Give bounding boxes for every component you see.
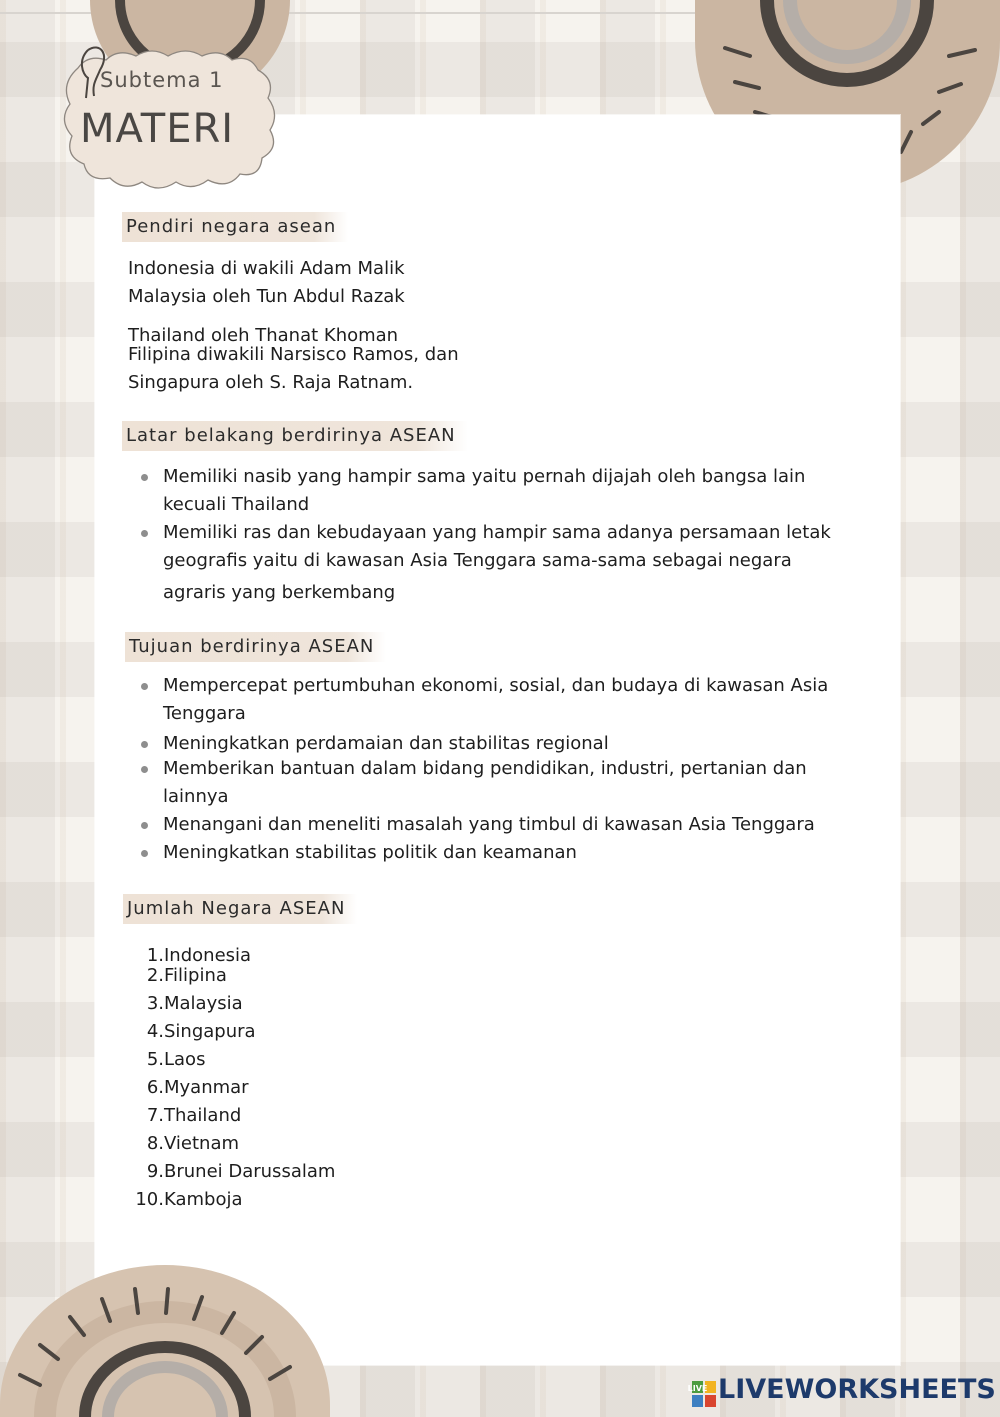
- liveworksheets-logo-icon: [687, 1381, 716, 1407]
- country-name: Kamboja: [164, 1189, 243, 1210]
- list-item: [130, 1158, 335, 1186]
- country-name: Thailand: [164, 1105, 242, 1126]
- country-name: Laos: [164, 1049, 206, 1070]
- country-name: Brunei Darussalam: [164, 1161, 336, 1182]
- section-heading-countries: Jumlah Negara ASEAN: [123, 894, 357, 924]
- subtheme-label: Subtema 1: [100, 68, 224, 92]
- list-number: 9.: [146, 1161, 164, 1182]
- founder-line: Singapura oleh S. Raja Ratnam.: [128, 372, 414, 393]
- list-item: [130, 1018, 335, 1046]
- brand-name[interactable]: LIVEWORKSHEETS: [718, 1374, 996, 1405]
- list-item-line: agraris yang berkembang: [163, 582, 396, 603]
- country-name: Indonesia: [164, 945, 252, 966]
- list-number: 5.: [146, 1049, 164, 1070]
- list-number: 3.: [146, 993, 164, 1014]
- country-name: Singapura: [164, 1021, 256, 1042]
- list-number: 2.: [146, 965, 164, 986]
- list-item: [130, 990, 335, 1018]
- list-item-line: Meningkatkan perdamaian dan stabilitas regional: [163, 733, 609, 754]
- section-heading-goals: Tujuan berdirinya ASEAN: [125, 632, 386, 662]
- list-item-line: lainnya: [163, 786, 229, 807]
- list-item: [130, 1074, 335, 1102]
- country-name: Filipina: [164, 965, 227, 986]
- list-item-line: kecuali Thailand: [163, 494, 310, 515]
- list-item: [130, 1130, 335, 1158]
- founder-line: Thailand oleh Thanat Khoman: [128, 325, 399, 346]
- list-item-line: Meningkatkan stabilitas politik dan keamanan: [163, 842, 577, 863]
- list-item-line: Memiliki ras dan kebudayaan yang hampir sama adanya persamaan letak: [163, 522, 831, 543]
- list-item: [130, 1186, 335, 1214]
- list-item: [137, 811, 828, 839]
- list-item: [130, 1046, 335, 1074]
- list-number: 6.: [146, 1077, 164, 1098]
- goals-list: [137, 672, 828, 867]
- list-number: 7.: [146, 1105, 164, 1126]
- list-item-line: Menangani dan meneliti masalah yang timbul di kawasan Asia Tenggara: [163, 814, 815, 835]
- list-item: [137, 839, 828, 867]
- list-item-line: geografis yaitu di kawasan Asia Tenggara sama-sama sebagai negara: [163, 550, 792, 571]
- rainbow-arch-corner-icon: [70, 0, 310, 30]
- founder-line: Filipina diwakili Narsisco Ramos, dan: [128, 344, 459, 365]
- country-name: Vietnam: [164, 1133, 240, 1154]
- list-number: 1.: [146, 945, 164, 966]
- founder-line: Indonesia di wakili Adam Malik: [128, 258, 405, 279]
- section-heading-background: Latar belakang berdirinya ASEAN: [122, 421, 468, 451]
- country-name: Myanmar: [164, 1077, 249, 1098]
- background-list: [137, 463, 831, 607]
- list-item-line: Tenggara: [163, 703, 246, 724]
- list-item-line: Memberikan bantuan dalam bidang pendidikan, industri, pertanian dan: [163, 758, 807, 779]
- rainbow-arch-bottom-icon: [0, 1255, 330, 1417]
- list-number: 4.: [146, 1021, 164, 1042]
- list-item: [130, 1102, 335, 1130]
- list-item: [137, 463, 831, 519]
- logo-letter: LIVE: [687, 1384, 708, 1393]
- countries-list: [130, 942, 335, 1214]
- list-item: [137, 730, 828, 758]
- section-heading-founders: Pendiri negara asean: [122, 212, 348, 242]
- list-item-line: Mempercepat pertumbuhan ekonomi, sosial, dan budaya di kawasan Asia: [163, 675, 829, 696]
- list-item: [137, 519, 831, 607]
- list-item: [137, 672, 828, 728]
- list-number: 8.: [146, 1133, 164, 1154]
- list-item-line: Memiliki nasib yang hampir sama yaitu pernah dijajah oleh bangsa lain: [163, 466, 806, 487]
- country-name: Malaysia: [164, 993, 243, 1014]
- founder-line: Malaysia oleh Tun Abdul Razak: [128, 286, 405, 307]
- list-item: [137, 755, 828, 811]
- list-number: 10.: [135, 1189, 164, 1210]
- page-title: MATERI: [80, 106, 235, 152]
